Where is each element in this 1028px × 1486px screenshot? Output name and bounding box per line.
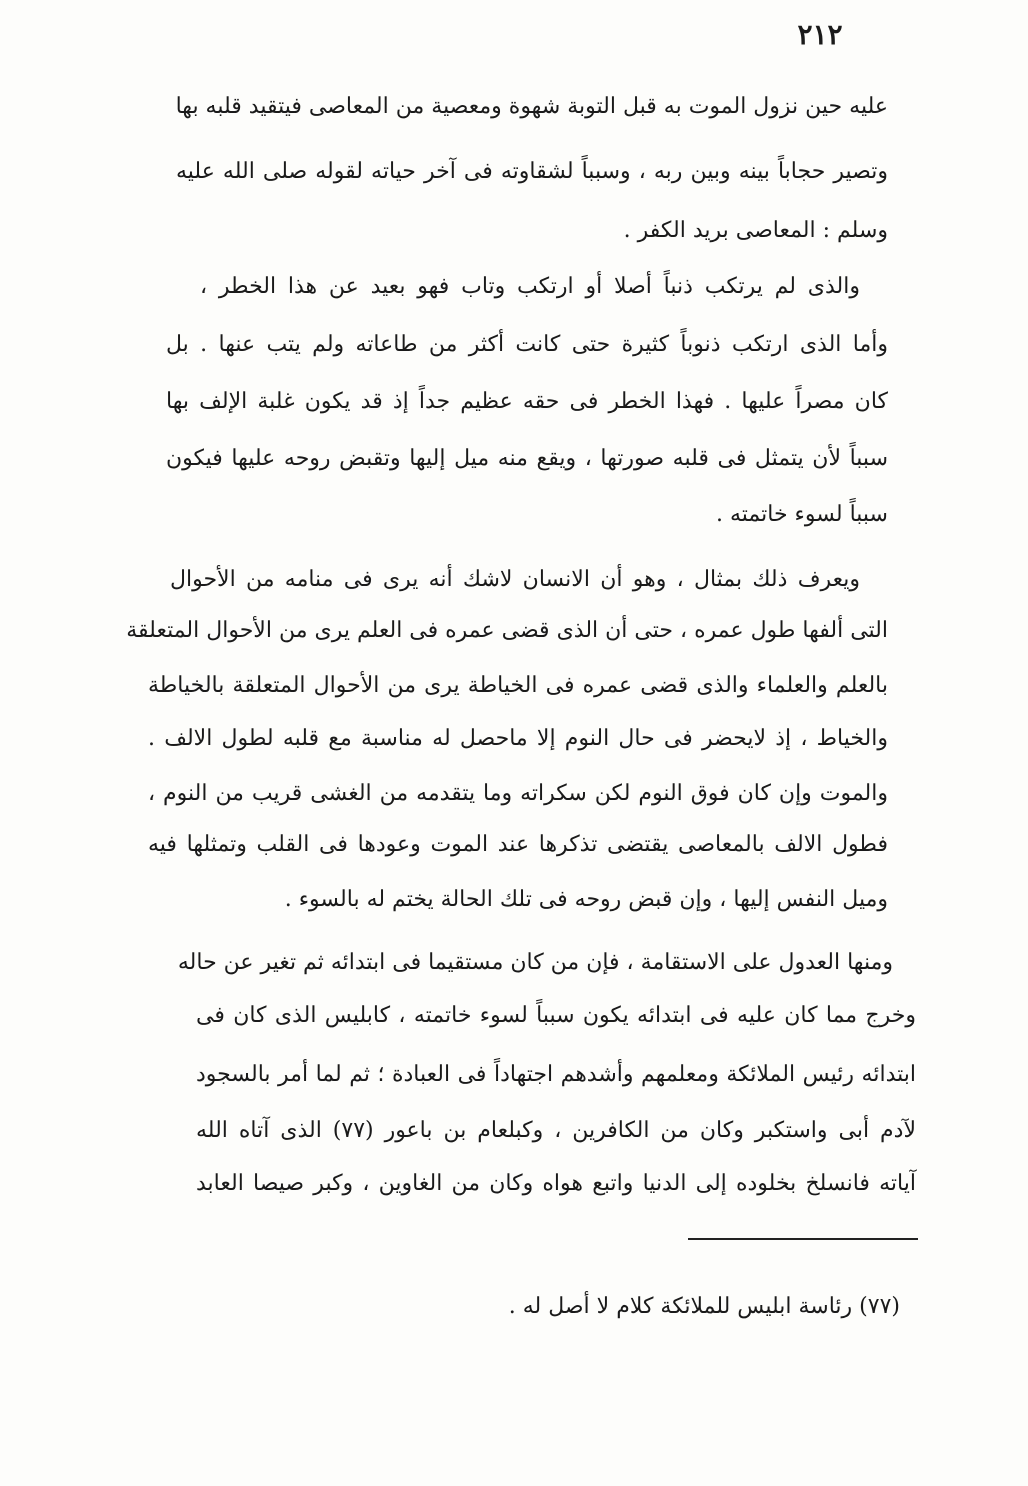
paragraph-2-line-1: والذى لم يرتكب ذنباً أصلا أو ارتكب وتاب فهو بعيد عن هذا الخطر ،	[200, 274, 860, 299]
paragraph-4-line-4: لآدم أبى واستكبر وكان من الكافرين ، وكبلعام بن باعور (٧٧) الذى آتاه الله	[196, 1118, 916, 1143]
paragraph-1-line-2: وتصير حجاباً بينه وبين ربه ، وسبباً لشقاوته فى آخر حياته لقوله صلى الله عليه	[176, 159, 888, 184]
paragraph-4-line-3: ابتدائه رئيس الملائكة ومعلمهم وأشدهم اجتهاداً فى العبادة ؛ ثم لما أمر بالسجود	[196, 1062, 916, 1087]
paragraph-3-line-5: والموت وإن كان فوق النوم لكن سكراته وما يتقدمه من الغشى قريب من النوم ،	[148, 781, 888, 806]
paragraph-2-line-3: كان مصراً عليها . فهذا الخطر فى حقه عظيم جداً إذ قد يكون غلبة الإلف بها	[166, 389, 888, 414]
paragraph-1-line-3: وسلم : المعاصى بريد الكفر .	[623, 218, 888, 243]
page-number: ٢١٢	[797, 18, 843, 51]
paragraph-2-line-5: سبباً لسوء خاتمته .	[715, 502, 888, 527]
paragraph-2-line-4: سبباً لأن يتمثل فى قلبه صورتها ، ويقع منه ميل إليها وتقبض روحه عليها فيكون	[166, 446, 888, 471]
footnote-divider	[688, 1238, 918, 1240]
paragraph-3-line-7: وميل النفس إليها ، وإن قبض روحه فى تلك الحالة يختم له بالسوء .	[284, 887, 888, 912]
paragraph-3-line-6: فطول الالف بالمعاصى يقتضى تذكرها عند الموت وعودها فى القلب وتمثلها فيه	[148, 832, 888, 857]
footnote: (٧٧) رئاسة ابليس للملائكة كلام لا أصل له .	[508, 1294, 900, 1319]
paragraph-1-line-1: عليه حين نزول الموت به قبل التوبة شهوة ومعصية من المعاصى فيتقيد قلبه بها	[175, 94, 888, 119]
paragraph-2-line-2: وأما الذى ارتكب ذنوباً كثيرة حتى كانت أكثر من طاعاته ولم يتب عنها . بل	[166, 332, 888, 357]
paragraph-4-line-2: وخرج مما كان عليه فى ابتدائه يكون سبباً لسوء خاتمته ، كابليس الذى كان فى	[196, 1003, 916, 1028]
paragraph-3-line-3: بالعلم والعلماء والذى قضى عمره فى الخياطة يرى من الأحوال المتعلقة بالخياطة	[148, 673, 888, 698]
paragraph-3-line-4: والخياط ، إذ لايحضر فى حال النوم إلا ماحصل له مناسبة مع قلبه لطول الالف .	[148, 726, 888, 751]
paragraph-3-line-1: ويعرف ذلك بمثال ، وهو أن الانسان لاشك أنه يرى فى منامه من الأحوال	[170, 567, 860, 592]
paragraph-4-line-1: ومنها العدول على الاستقامة ، فإن من كان مستقيما فى ابتدائه ثم تغير عن حاله	[177, 950, 893, 975]
paragraph-4-line-5: آياته فانسلخ بخلوده إلى الدنيا واتبع هواه وكان من الغاوين ، وكبر صيصا العابد	[196, 1171, 916, 1196]
paragraph-3-line-2: التى ألفها طول عمره ، حتى أن الذى قضى عمره فى العلم يرى من الأحوال المتعلقة	[126, 618, 888, 643]
